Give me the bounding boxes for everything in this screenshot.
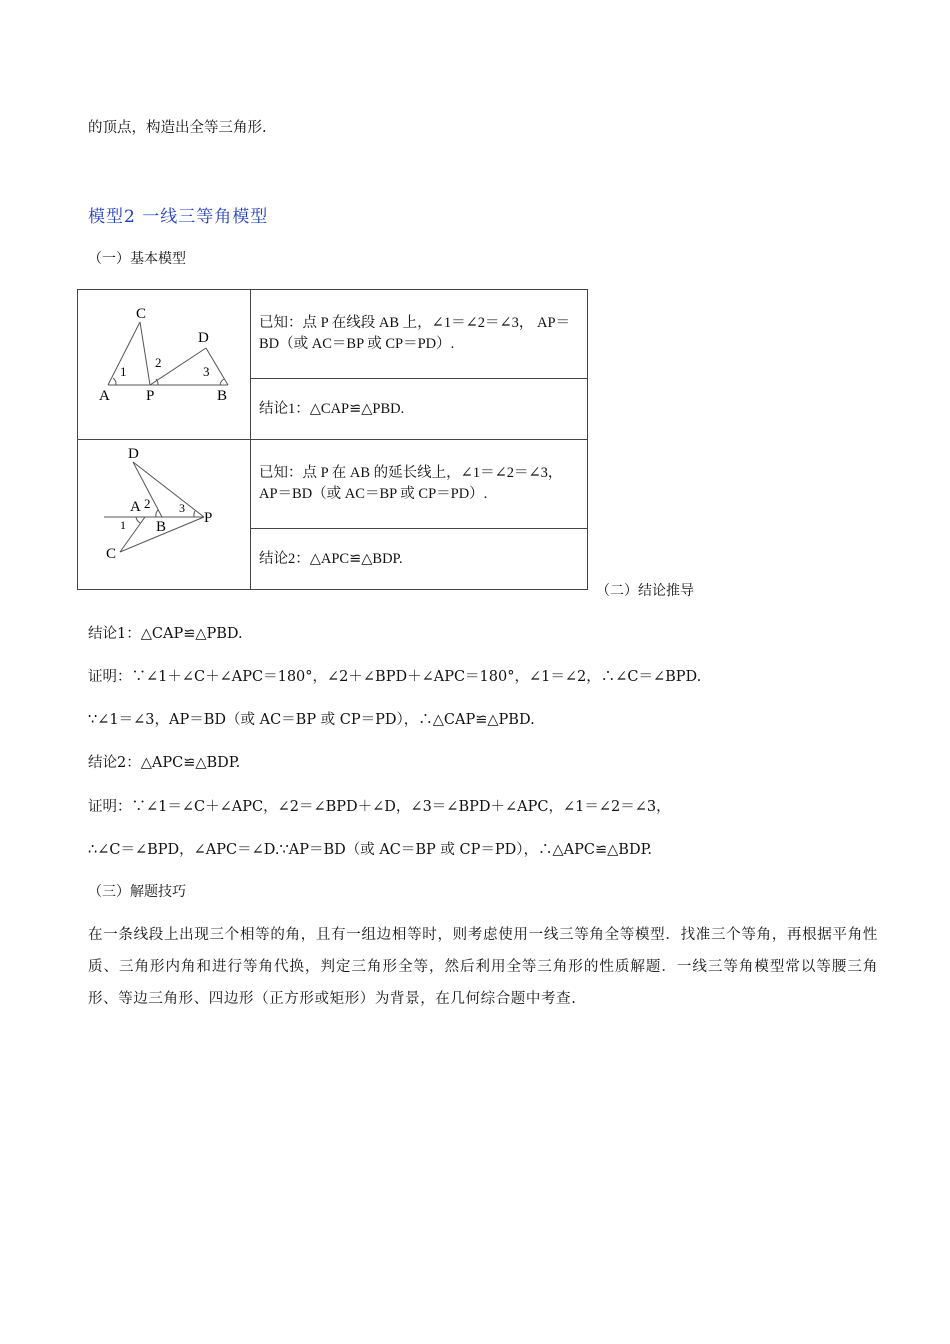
model-table bbox=[77, 289, 588, 590]
angle-1: 1 bbox=[120, 518, 126, 532]
derivation-line-3: ∵∠1＝∠3，AP＝BD（或 AC＝BP 或 CP＝PD），∴△CAP≌△PBD. bbox=[88, 712, 535, 728]
conclusion-1: 结论1：△CAP≌△PBD. bbox=[251, 379, 588, 440]
derivation-line-5: 证明：∵∠1＝∠C＋∠APC，∠2＝∠BPD＋∠D，∠3＝∠BPD＋∠APC，∠1＝∠2＝∠3， bbox=[88, 799, 671, 815]
figure-2-cell bbox=[78, 440, 251, 590]
section-title: 模型2 一线三等角模型 bbox=[88, 207, 269, 227]
derivation-line-6: ∴∠C＝∠BPD，∠APC＝∠D.∵AP＝BD（或 AC＝BP 或 CP＝PD），∴△APC≌△BDP. bbox=[88, 842, 652, 858]
angle-3: 3 bbox=[179, 501, 185, 515]
lead-text: 的顶点，构造出全等三角形. bbox=[88, 120, 267, 136]
derivation-line-2: 证明：∵∠1＋∠C＋∠APC＝180°，∠2＋∠BPD＋∠APC＝180°，∠1＝∠2，∴∠C＝∠BPD. bbox=[88, 669, 702, 685]
subsection-tips: （三）解题技巧 bbox=[88, 884, 186, 900]
given-1: 已知：点 P 在线段 AB 上，∠1＝∠2＝∠3， AP＝BD（或 AC＝BP 或 CP＝PD）. bbox=[251, 290, 588, 379]
given-2: 已知：点 P 在 AB 的延长线上，∠1＝∠2＝∠3，AP＝BD（或 AC＝BP 或 CP＝PD）. bbox=[251, 440, 588, 529]
angle-3: 3 bbox=[203, 364, 210, 379]
label-B: B bbox=[217, 388, 228, 404]
label-C: C bbox=[106, 546, 117, 562]
label-P: P bbox=[204, 510, 213, 526]
derivation-line-1: 结论1：△CAP≌△PBD. bbox=[88, 626, 243, 642]
angle-2: 2 bbox=[155, 355, 162, 370]
conclusion-2: 结论2：△APC≌△BDP. bbox=[251, 529, 588, 590]
label-P: P bbox=[146, 388, 155, 404]
figure-2-diagram bbox=[78, 440, 250, 585]
figure-1-diagram bbox=[78, 290, 250, 435]
label-D: D bbox=[198, 330, 209, 346]
angle-2: 2 bbox=[144, 496, 151, 511]
label-D: D bbox=[128, 446, 139, 462]
subsection-derivation: （二）结论推导 bbox=[596, 583, 694, 599]
subsection-basic-model: （一）基本模型 bbox=[88, 251, 186, 267]
figure-1-cell bbox=[78, 290, 251, 440]
label-C: C bbox=[136, 306, 147, 322]
label-A: A bbox=[99, 388, 110, 404]
angle-1: 1 bbox=[120, 364, 127, 379]
label-A: A bbox=[130, 499, 141, 515]
derivation-line-4: 结论2：△APC≌△BDP. bbox=[88, 755, 241, 771]
label-B: B bbox=[156, 519, 167, 535]
tips-paragraph: 在一条线段上出现三个相等的角，且有一组边相等时，则考虑使用一线三等角全等模型．找准三个等角，再根据平角性质、三角形内角和进行等角代换，判定三角形全等，然后利用全等三角形的性质解题．一线三等角模型常以等腰三角形、等边三角形、四边形（正方形或矩形）为背景，在几何综合题中考查. bbox=[88, 927, 878, 1007]
